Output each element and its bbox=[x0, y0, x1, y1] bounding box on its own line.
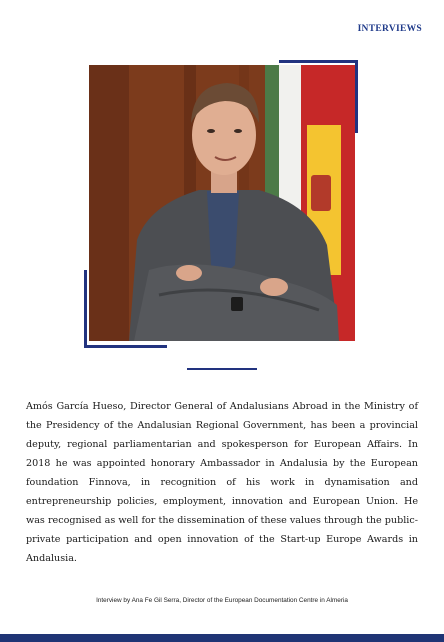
divider-line bbox=[187, 368, 257, 370]
section-label: INTERVIEWS bbox=[357, 24, 422, 34]
interview-credit: Interview by Ana Fe Gil Serra, Director of the European Documentation Centre in Almeria bbox=[96, 597, 348, 604]
portrait-photo bbox=[89, 65, 355, 341]
photo-frame bbox=[84, 60, 360, 348]
footer-bar bbox=[0, 634, 444, 642]
bio-paragraph: Amós García Hueso, Director General of Andalusians Abroad in the Ministry of the Presidency of the Andalusian Regional Government, has been a provincial deputy, regional parliamentarian and spokesperson for European Affairs. In 2018 he was appointed honorary Ambassador in Andalusia by the European foundation Finnova, in recognition of his work in dynamisation and entrepreneurship policies, employment, innovation and European Union. He was recognised as well for the dissemination of these values through the public-private participation and open innovation of the Start-up Europe Awards in Andalusia. bbox=[26, 401, 418, 564]
